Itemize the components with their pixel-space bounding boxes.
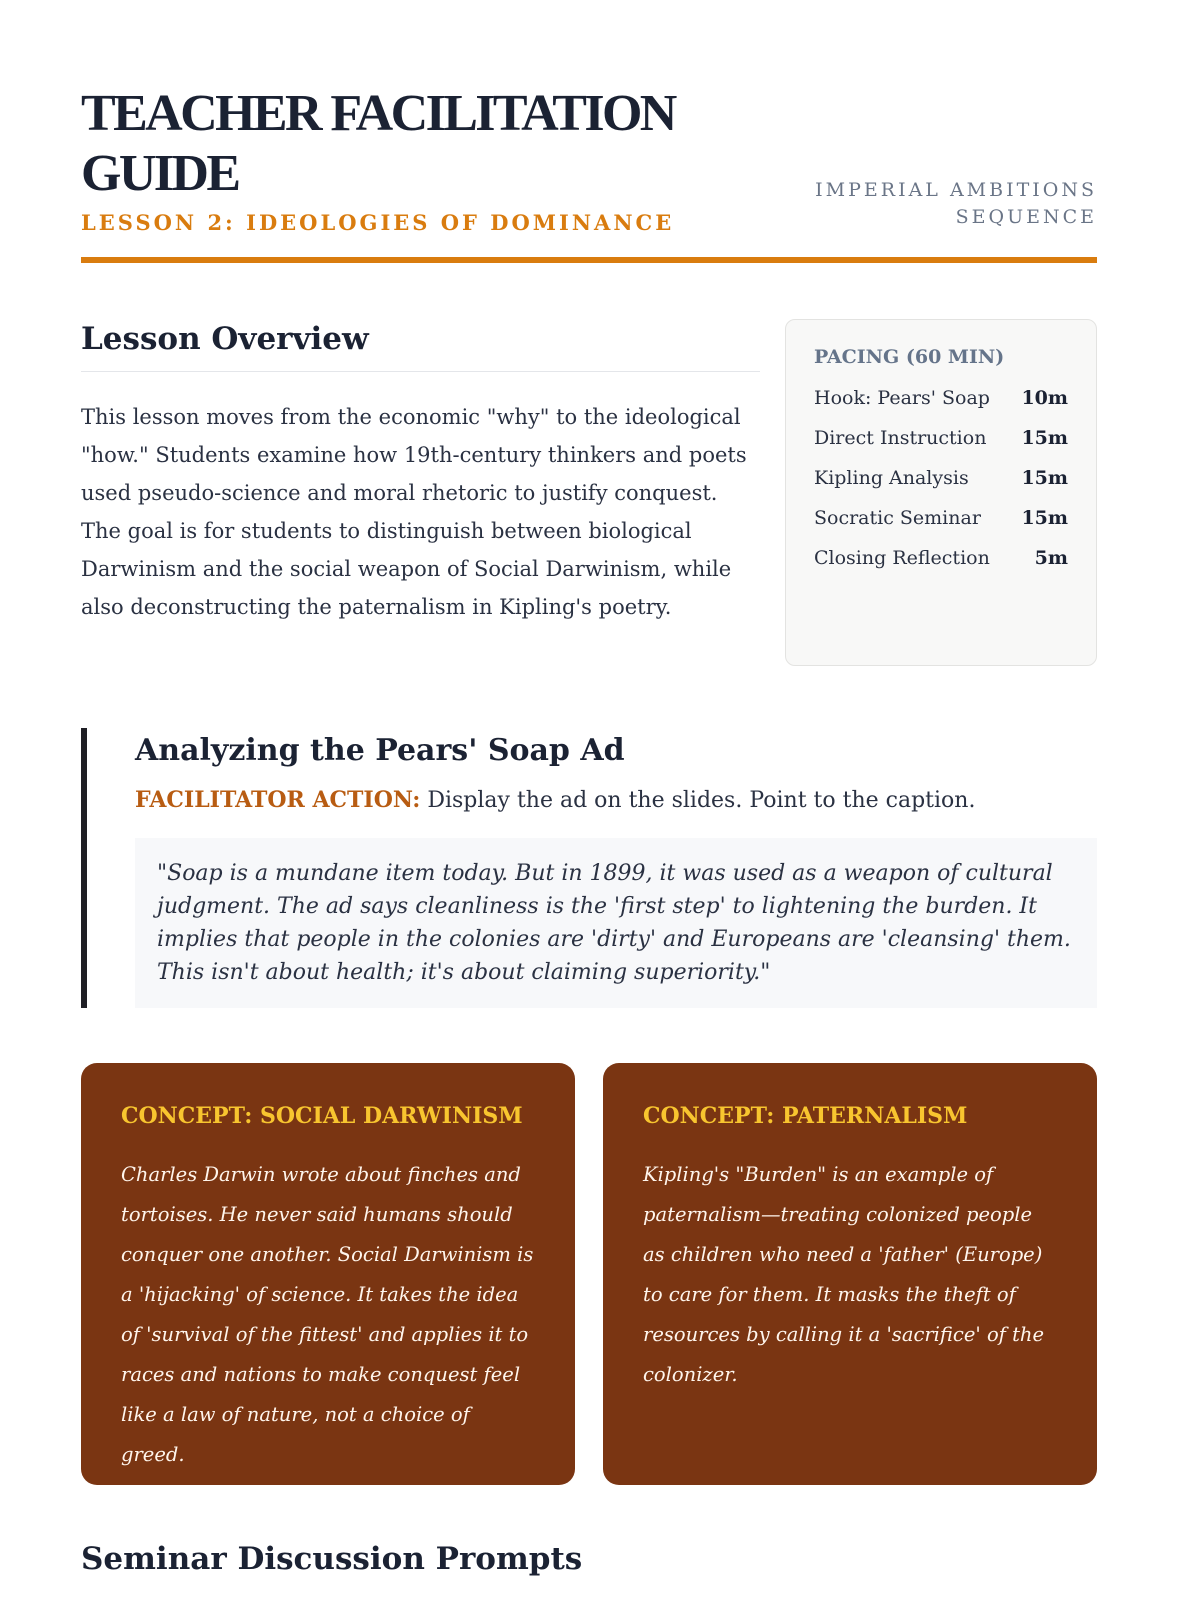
pacing-row [814,378,1068,418]
pacing-activity: Kipling Analysis [814,467,969,489]
pacing-row [814,458,1068,498]
ad-analysis-heading: Analyzing the Pears' Soap Ad [135,733,625,768]
pacing-activity: Closing Reflection [814,547,990,569]
pacing-duration: 5m [1034,547,1068,569]
pacing-title: PACING (60 MIN) [814,346,1005,368]
overview-text: This lesson moves from the economic "why" to the ideological "how." Students examine how 19th-century thinkers and poets used pseudo-science and moral rhetoric to justify conquest. The goal is for students to distinguish between biological Darwinism and the social weapon of Social Darwinism, while also deconstructing the paternalism in Kipling's poetry. [81,405,747,619]
pacing-activity: Hook: Pears' Soap [814,387,990,409]
sequence-label: IMPERIAL AMBITIONS SEQUENCE [815,179,1097,228]
facilitator-action-label: FACILITATOR ACTION: [135,787,421,813]
pacing-duration: 10m [1021,387,1068,409]
pacing-duration: 15m [1021,507,1068,529]
concept-cards [81,1063,1097,1485]
facilitator-action-text: Display the ad on the slides. Point to the caption. [427,788,976,813]
seminar-section [81,1539,1097,1579]
concept-title: CONCEPT: PATERNALISM [643,1103,968,1129]
page-header [81,0,1097,263]
pacing-box [785,319,1097,666]
pacing-activity: Direct Instruction [814,427,987,449]
concept-title: CONCEPT: SOCIAL DARWINISM [121,1103,523,1129]
concept-card-social-darwinism [81,1063,575,1485]
pacing-duration: 15m [1021,427,1068,449]
lesson-subtitle: LESSON 2: IDEOLOGIES OF DOMINANCE [81,210,675,235]
concept-body: Kipling's "Burden" is an example of paternalism—treating colonized people as children who need a 'father' (Europe) to care for them. It masks the theft of resources by calling it a 'sacrifice' of the colonizer. [643,1163,1045,1386]
pacing-row [814,498,1068,538]
pacing-duration: 15m [1021,467,1068,489]
pacing-activity: Socratic Seminar [814,507,981,529]
document-title: TEACHER FACILITATION GUIDE [81,85,675,202]
overview-heading: Lesson Overview [81,319,760,372]
concept-card-paternalism [603,1063,1097,1485]
seminar-heading: Seminar Discussion Prompts [81,1541,583,1577]
overview-main [81,319,760,626]
lesson-overview-section [81,319,1097,675]
concept-body: Charles Darwin wrote about finches and tortoises. He never said humans should conquer one another. Social Darwinism is a 'hijacking' of science. It takes the idea of 'survival of the fittest' and applies it to races and nations to make conquest feel like a law of nature, not a choice of greed. [121,1163,534,1466]
pacing-row [814,538,1068,578]
facilitator-script-quote: "Soap is a mundane item today. But in 1899, it was used as a weapon of cultural judgment. The ad says cleanliness is the 'first step' to lightening the burden. It implies that people in the colonies are 'dirty' and Europeans are 'cleansing' them. This isn't about health; it's about claiming superiority." [135,838,1097,1008]
pacing-row [814,418,1068,458]
ad-analysis-section [81,728,1097,1008]
facilitator-action [135,785,1097,816]
